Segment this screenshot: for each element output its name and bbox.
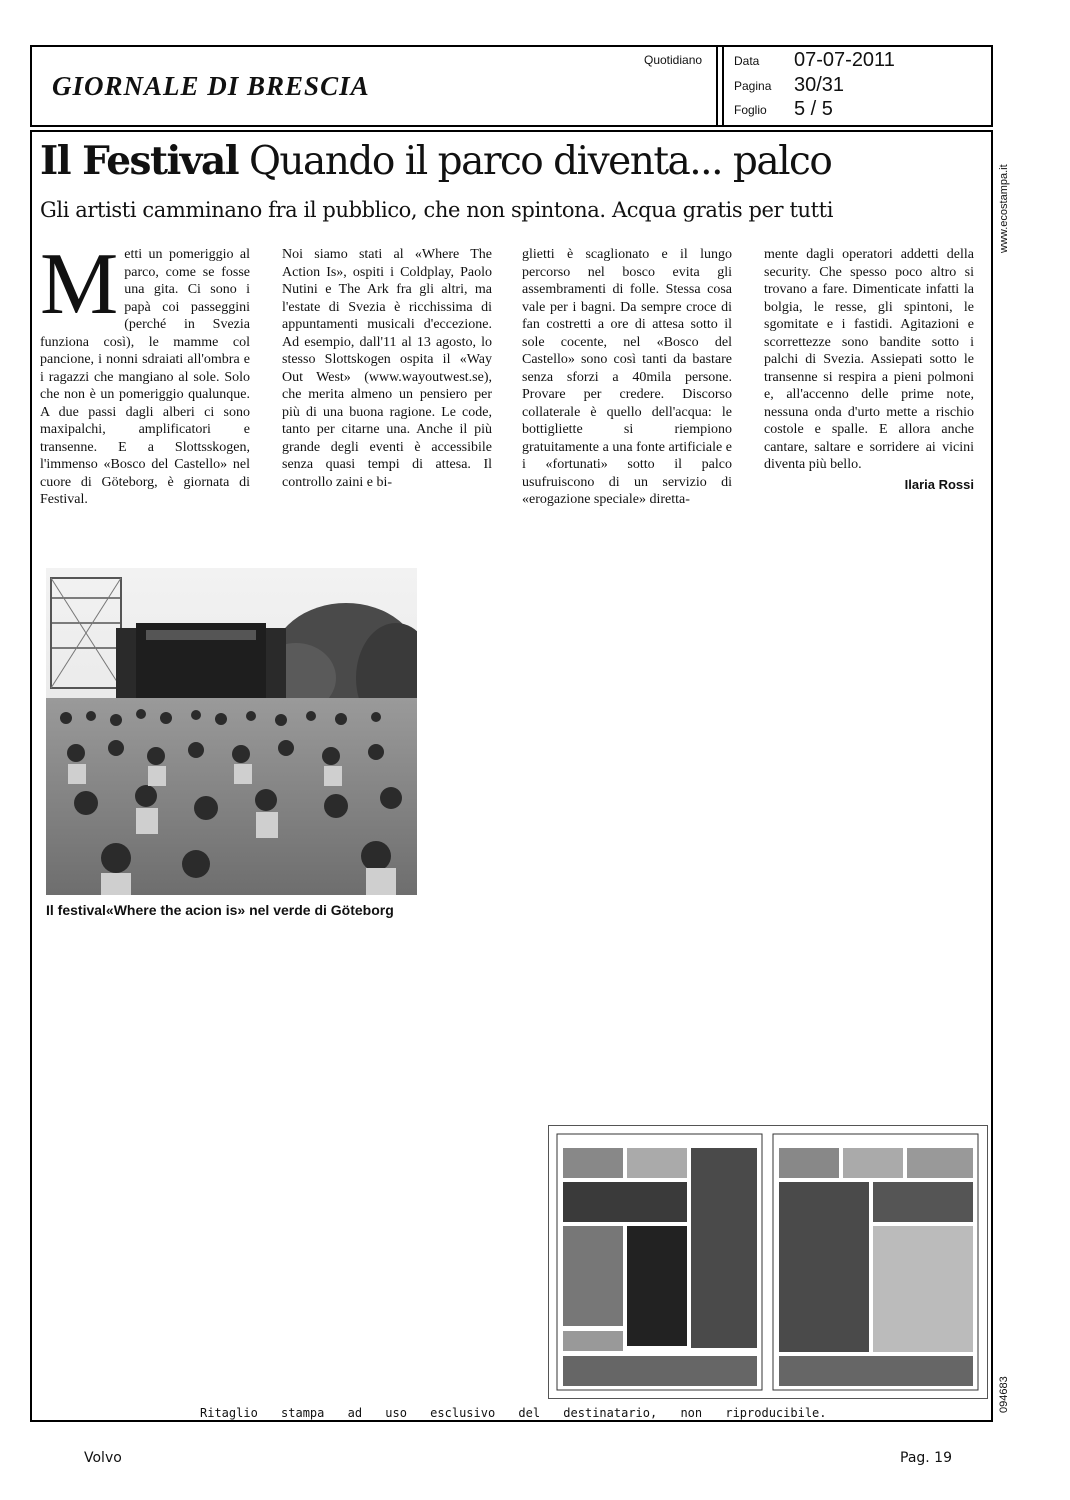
column-text: etti un pomeriggio al parco, come se fosse una gita. Ci sono i papà coi passeggini (perché in Svezia funziona così), le mamme col pancione, i nonni sdraiati all'ombra e i ragazzi che mangiano al sole. Solo che non è un pomeriggio qualunque. A due passi dagli alberi ci sono maxipalchi, amplificatori e transenne. E a Slottsskogen, l'immenso «Bosco del Castello» nel cuore di Göteborg, è giornata di Festival. — [40, 247, 250, 507]
drop-cap: M — [40, 236, 119, 333]
page-label: Pagina — [734, 79, 772, 93]
divider — [722, 47, 724, 127]
website-vertical: www.ecostampa.it — [998, 164, 1010, 253]
newspaper-spread-thumbnail — [548, 1125, 988, 1399]
sheet-value: 5 / 5 — [794, 98, 833, 120]
subheadline: Gli artisti camminano fra il pubblico, che non spintona. Acqua gratis per tutti — [40, 198, 834, 222]
disclaimer: Ritaglio stampa ad uso esclusivo del destinatario, non riproducibile. — [200, 1406, 827, 1420]
column-text: mente dagli operatori addetti della security. Che spesso poco altro si trovano a fare. Dimenticate infatti la bolgia, le resse, gli spintoni, le sgomitate e i fastidi. Agitazioni e scorrettezze sono bandite sotto i palchi di Svezia. Assiepati sotto le transenne si respira a pieni polmoni e, all'accenno delle prime note, nessuna onda d'urto mette a rischio costole e spalle. E allora anche cantare, saltare e sorridere ai vicini diventa più bello. — [764, 247, 974, 472]
date-value: 07-07-2011 — [794, 49, 895, 71]
headline-main: Quando il parco diventa... palco — [248, 139, 832, 184]
divider — [716, 47, 718, 127]
masthead-box — [30, 45, 993, 127]
newspaper-name: GIORNALE DI BRESCIA — [52, 71, 370, 101]
page-number: Pag. 19 — [900, 1450, 952, 1466]
page-value: 30/31 — [794, 74, 845, 96]
festival-crowd-photo — [46, 568, 417, 895]
author-byline: Ilaria Rossi — [904, 476, 974, 492]
publication-type: Quotidiano — [644, 53, 703, 67]
article-column-4 — [764, 246, 974, 493]
article-column-1 — [40, 236, 250, 509]
client-name: Volvo — [84, 1450, 122, 1466]
headline — [40, 138, 831, 184]
article-column-2 — [282, 246, 492, 491]
photo-caption: Il festival«Where the acion is» nel verde di Göteborg — [46, 902, 394, 918]
date-label: Data — [734, 54, 760, 68]
article-column-3 — [522, 246, 732, 509]
headline-kicker: Il Festival — [40, 138, 239, 184]
column-text: Noi siamo stati al «Where The Action Is», ospiti i Coldplay, Paolo Nutini e The Ark fra gli altri, ma l'estate di Svezia è ricchissima di appuntamenti musicali d'eccezione. Ad esempio, dall'11 al 13 agosto, lo stesso Slottskogen ospita il «Way Out West» (www.wayoutwest.se), che merita almeno un pensiero per più di una buona ragione. Le code, tanto per citarne una. Anche il più grande degli eventi è accessibile senza quasi tempi di attesa. Il controllo zaini e bi- — [282, 247, 492, 490]
column-text: glietti è scaglionato e il lungo percorso nel bosco evita gli assembramenti di folle. Stessa cosa vale per i bagni. Da sempre croce di fan costretti a ore di attesa sotto il sole cocente, nel «Bosco del Castello» sono così tanti da bastare senza sforzi a 40mila persone. Provare per credere. Discorso collaterale è quello dell'acqua: le bottigliette si riempiono gratuitamente a una fonte artificiale e i «fortunati» sotto il palco usufruiscono di un servizio di «erogazione speciale» diretta- — [522, 247, 732, 507]
sheet-label: Foglio — [734, 103, 767, 117]
clip-code-vertical: 094683 — [998, 1376, 1010, 1413]
